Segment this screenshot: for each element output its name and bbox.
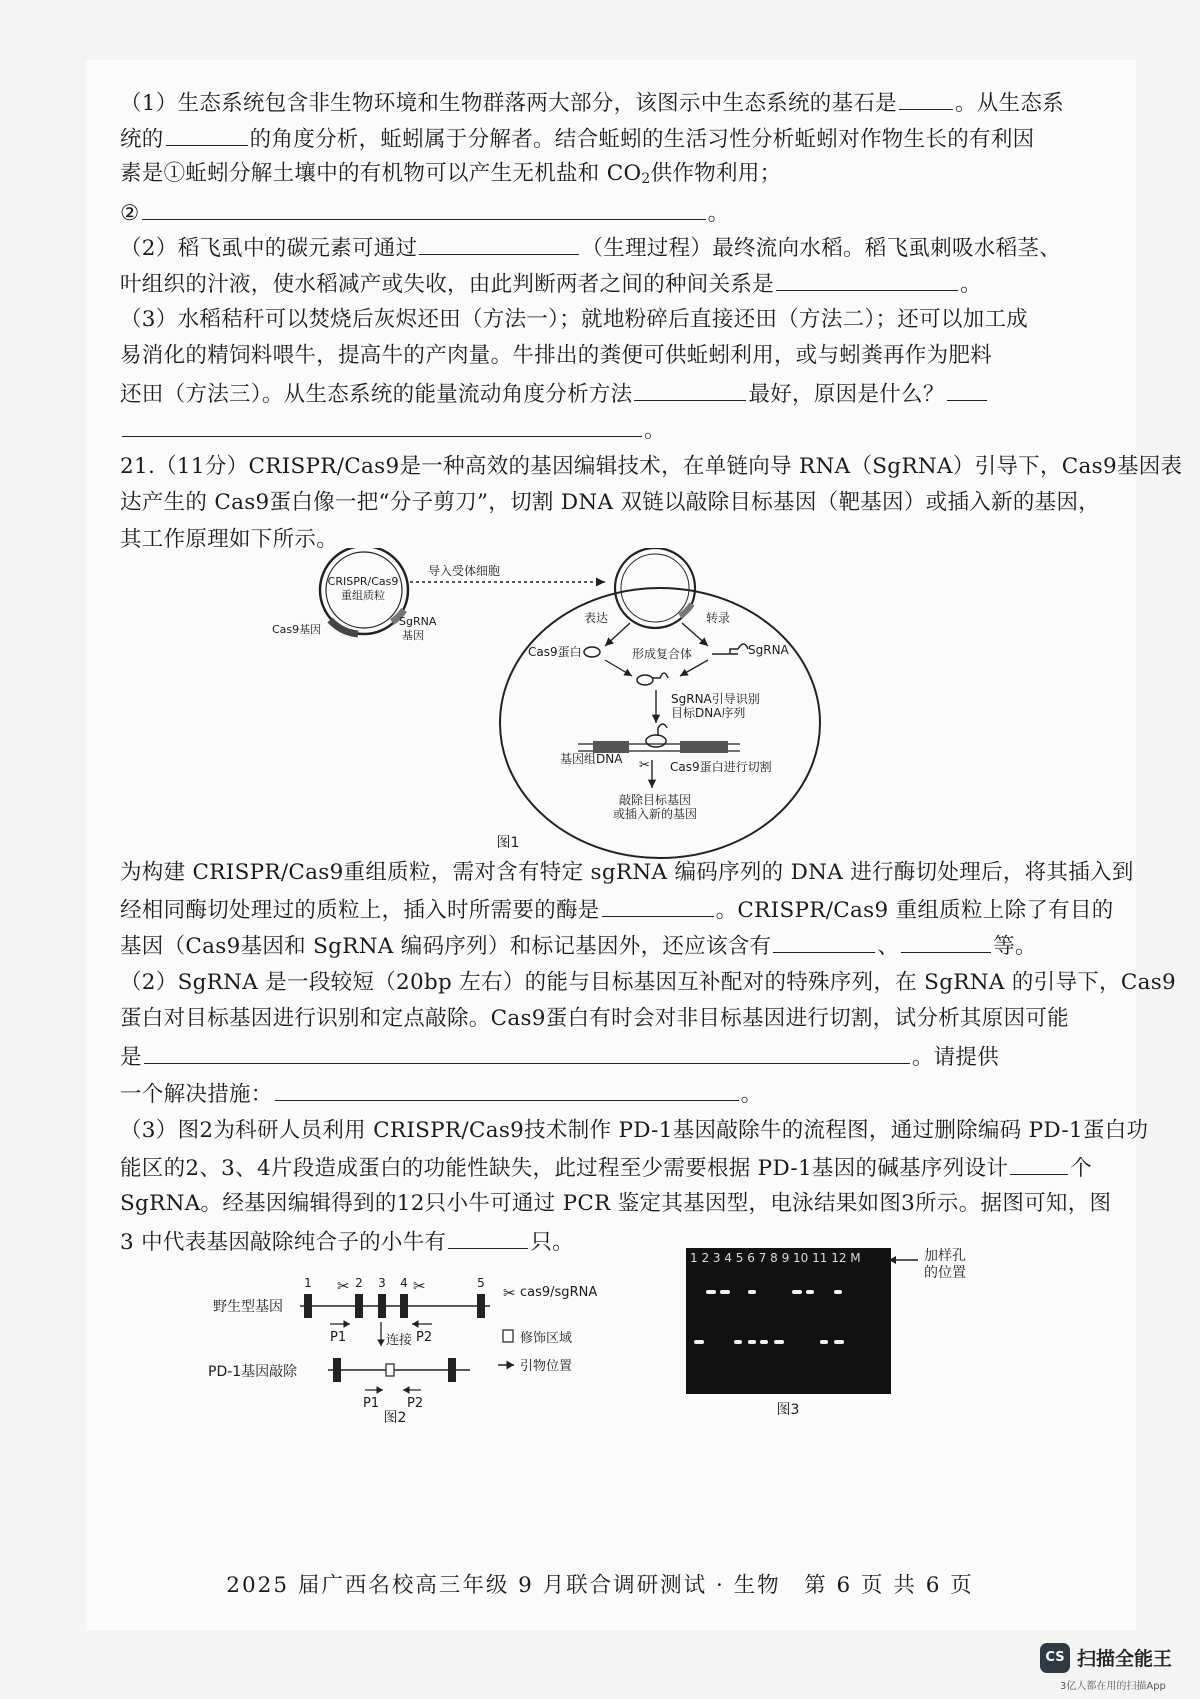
answer-blank[interactable]	[901, 930, 991, 953]
exon-block	[378, 1294, 386, 1318]
answer-blank[interactable]	[166, 123, 248, 146]
genome-dna-label: 基因组DNA	[560, 752, 623, 766]
q21-part1-line3: 基因（Cas9基因和 SgRNA 编码序列）和标记基因外，还应该含有 、 等。	[120, 930, 1095, 962]
wild-type-label: 野生型基因	[213, 1299, 283, 1315]
answer-blank[interactable]	[122, 414, 642, 437]
q20-part2-line1: （2）稻飞虱中的碳元素可通过 （生理过程）最终流向水稻。稻飞虱刺吸水稻茎、	[120, 232, 1095, 264]
scissors-icon: ✂	[503, 1284, 516, 1302]
answer-blank[interactable]	[144, 1041, 910, 1064]
legend-primer-label: 引物位置	[520, 1359, 573, 1374]
exon-block	[304, 1294, 312, 1318]
answer-blank[interactable]	[776, 268, 958, 291]
legend-cut-label: cas9/sgRNA	[520, 1285, 598, 1300]
legend-mod-label: 修饰区域	[520, 1331, 573, 1346]
answer-blank[interactable]	[1010, 1152, 1068, 1175]
express-label: 表达	[584, 611, 609, 625]
q21-part1-line2: 经相同酶切处理过的质粒上，插入时所需要的酶是 。CRISPR/Cas9 重组质粒上除了有目的	[120, 894, 1095, 926]
exon-block	[448, 1358, 456, 1382]
q20-part3-line1: （3）水稻秸秆可以焚烧后灰烬还田（方法一）；就地粉碎后直接还田（方法二）；还可以加工成	[120, 307, 1029, 332]
genome-dna-block	[680, 741, 728, 753]
brand-name: 扫描全能王	[1077, 1648, 1173, 1670]
q21-part1-line1: 为构建 CRISPR/Cas9重组质粒，需对含有特定 sgRNA 编码序列的 DNA 进行酶切处理后，将其插入到	[120, 860, 1134, 885]
q21-part2-line3: 是 。请提供	[120, 1041, 1095, 1073]
sgrna-shape	[712, 649, 738, 654]
well-position-label: 的位置	[924, 1265, 966, 1281]
recognize-label: SgRNA引导识别	[671, 692, 760, 706]
q21-intro-line3: 其工作原理如下所示。	[120, 527, 339, 552]
well-position-label: 加样孔	[924, 1248, 966, 1264]
exon-block	[400, 1294, 408, 1318]
q20-part1-line3: 素是①蚯蚓分解土壤中的有机物可以产生无机盐和 $CO_2$供作物利用；	[120, 161, 782, 187]
q21-part3-line2: 能区的2、3、4片段造成蛋白的功能性缺失，此过程至少需要根据 PD-1基因的碱基序列设计 个	[120, 1152, 1095, 1184]
primer-p2-label: P2	[407, 1396, 424, 1411]
knockout-label: PD-1基因敲除	[208, 1364, 298, 1380]
complex-shape	[637, 675, 653, 685]
q21-intro-line2: 达产生的 Cas9蛋白像一把“分子剪刀”，切割 DNA 双链以敲除目标基因（靶基因）或插入新的基因，	[120, 490, 1101, 515]
q20-part1-line4: ② 。	[120, 197, 1095, 229]
result-label: 或插入新的基因	[612, 807, 698, 821]
cas9-protein-label: Cas9蛋白	[528, 645, 582, 659]
primer-p2-label: P2	[416, 1330, 433, 1345]
q21-part3-line4: 3 中代表基因敲除纯合子的小牛有 只。	[120, 1226, 1095, 1258]
figure-1-crispr-diagram	[260, 548, 840, 863]
q21-intro-line1: 21.（11分）CRISPR/Cas9是一种高效的基因编辑技术，在单链向导 RNA（SgRNA）引导下，Cas9基因表	[120, 454, 1183, 479]
q20-part3-line2: 易消化的精饲料喂牛，提高牛的产肉量。牛排出的粪便可供蚯蚓利用，或与蚓粪再作为肥料	[120, 343, 993, 368]
answer-blank[interactable]	[947, 378, 987, 401]
recognize-label: 目标DNA序列	[671, 706, 746, 720]
plasmid-label: CRISPR/Cas9	[327, 575, 399, 588]
complex-label: 形成复合体	[632, 647, 693, 661]
figure-3-electrophoresis	[680, 1248, 980, 1430]
primer-p1-label: P1	[330, 1330, 347, 1345]
q20-part1-line2: 统的 的角度分析，蚯蚓属于分解者。结合蚯蚓的生活习性分析蚯蚓对作物生长的有利因	[120, 123, 1095, 155]
result-label: 敲除目标基因	[618, 793, 692, 807]
camscanner-logo-icon: CS	[1040, 1643, 1070, 1673]
scissors-icon: ✂	[639, 758, 650, 773]
answer-blank[interactable]	[773, 930, 875, 953]
modified-region	[386, 1364, 394, 1376]
figure-2-caption: 图2	[383, 1410, 407, 1426]
exon-block	[355, 1294, 363, 1318]
q21-part3-line3: SgRNA。经基因编辑得到的12只小牛可通过 PCR 鉴定其基因型，电泳结果如图3所示。据图可知，图	[120, 1191, 1112, 1216]
scissors-icon: ✂	[337, 1277, 350, 1295]
page-footer: 2025 届广西名校高三年级 9 月联合调研测试 · 生物 第 6 页 共 6 页	[226, 1573, 974, 1598]
answer-blank[interactable]	[142, 197, 706, 220]
exon-number: 1	[304, 1276, 312, 1290]
exon-block	[477, 1294, 485, 1318]
q21-part2-line1: （2）SgRNA 是一段较短（20bp 左右）的能与目标基因互补配对的特殊序列，在 SgRNA 的引导下，Cas9	[120, 970, 1177, 995]
q20-part2-line2: 叶组织的汁液，使水稻减产或失收，由此判断两者之间的种间关系是 。	[120, 268, 1095, 300]
plasmid-label: 重组质粒	[341, 589, 385, 602]
sgrna-gene-label: SgRNA	[399, 615, 437, 628]
exon-number: 2	[355, 1276, 363, 1290]
answer-blank[interactable]	[899, 87, 953, 110]
answer-blank[interactable]	[634, 378, 746, 401]
exon-number: 5	[477, 1276, 485, 1290]
q21-part2-line2: 蛋白对目标基因进行识别和定点敲除。Cas9蛋白有时会对非目标基因进行切割，试分析其原因可能	[120, 1006, 1069, 1031]
cut-label: Cas9蛋白进行切割	[670, 760, 772, 774]
transcribe-label: 转录	[706, 611, 731, 625]
primer-p1-label: P1	[363, 1396, 380, 1411]
import-label: 导入受体细胞	[428, 564, 501, 578]
brand-slogan: 3亿人都在用的扫描App	[1060, 1681, 1166, 1692]
gel-image	[686, 1248, 891, 1394]
answer-blank[interactable]	[275, 1078, 739, 1101]
q20-part1-line1: （1）生态系统包含非生物环境和生物群落两大部分，该图示中生态系统的基石是 。从生态系	[120, 87, 1095, 119]
lane-labels: 1 2 3 4 5 6 7 8 9 10 11 12 M	[690, 1251, 861, 1265]
exon-number: 4	[400, 1276, 408, 1290]
q20-part3-line4: 。	[120, 414, 1095, 446]
q21-part2-line4: 一个解决措施： 。	[120, 1078, 1095, 1110]
cas9-gene-label: Cas9基因	[272, 623, 322, 636]
sgrna-gene-label: 基因	[402, 629, 424, 642]
answer-blank[interactable]	[448, 1226, 528, 1249]
exon-block	[333, 1358, 341, 1382]
answer-blank[interactable]	[602, 894, 714, 917]
scanner-watermark	[1040, 1640, 1190, 1692]
figure-1-caption: 图1	[496, 835, 520, 851]
exon-number: 3	[378, 1276, 386, 1290]
figure-2-gene-diagram	[200, 1258, 640, 1428]
q21-part3-line1: （3）图2为科研人员利用 CRISPR/Cas9技术制作 PD-1基因敲除牛的流程图，通过删除编码 PD-1蛋白功	[120, 1118, 1149, 1143]
ligate-label: 连接	[386, 1333, 413, 1348]
cas9-protein-shape	[584, 647, 600, 657]
scissors-icon: ✂	[413, 1277, 426, 1295]
figure-3-caption: 图3	[776, 1402, 800, 1418]
sgrna-label: SgRNA	[748, 643, 789, 657]
legend-mod-swatch	[503, 1330, 513, 1342]
answer-blank[interactable]	[419, 232, 579, 255]
q20-part3-line3: 还田（方法三）。从生态系统的能量流动角度分析方法 最好，原因是什么？	[120, 378, 1095, 410]
